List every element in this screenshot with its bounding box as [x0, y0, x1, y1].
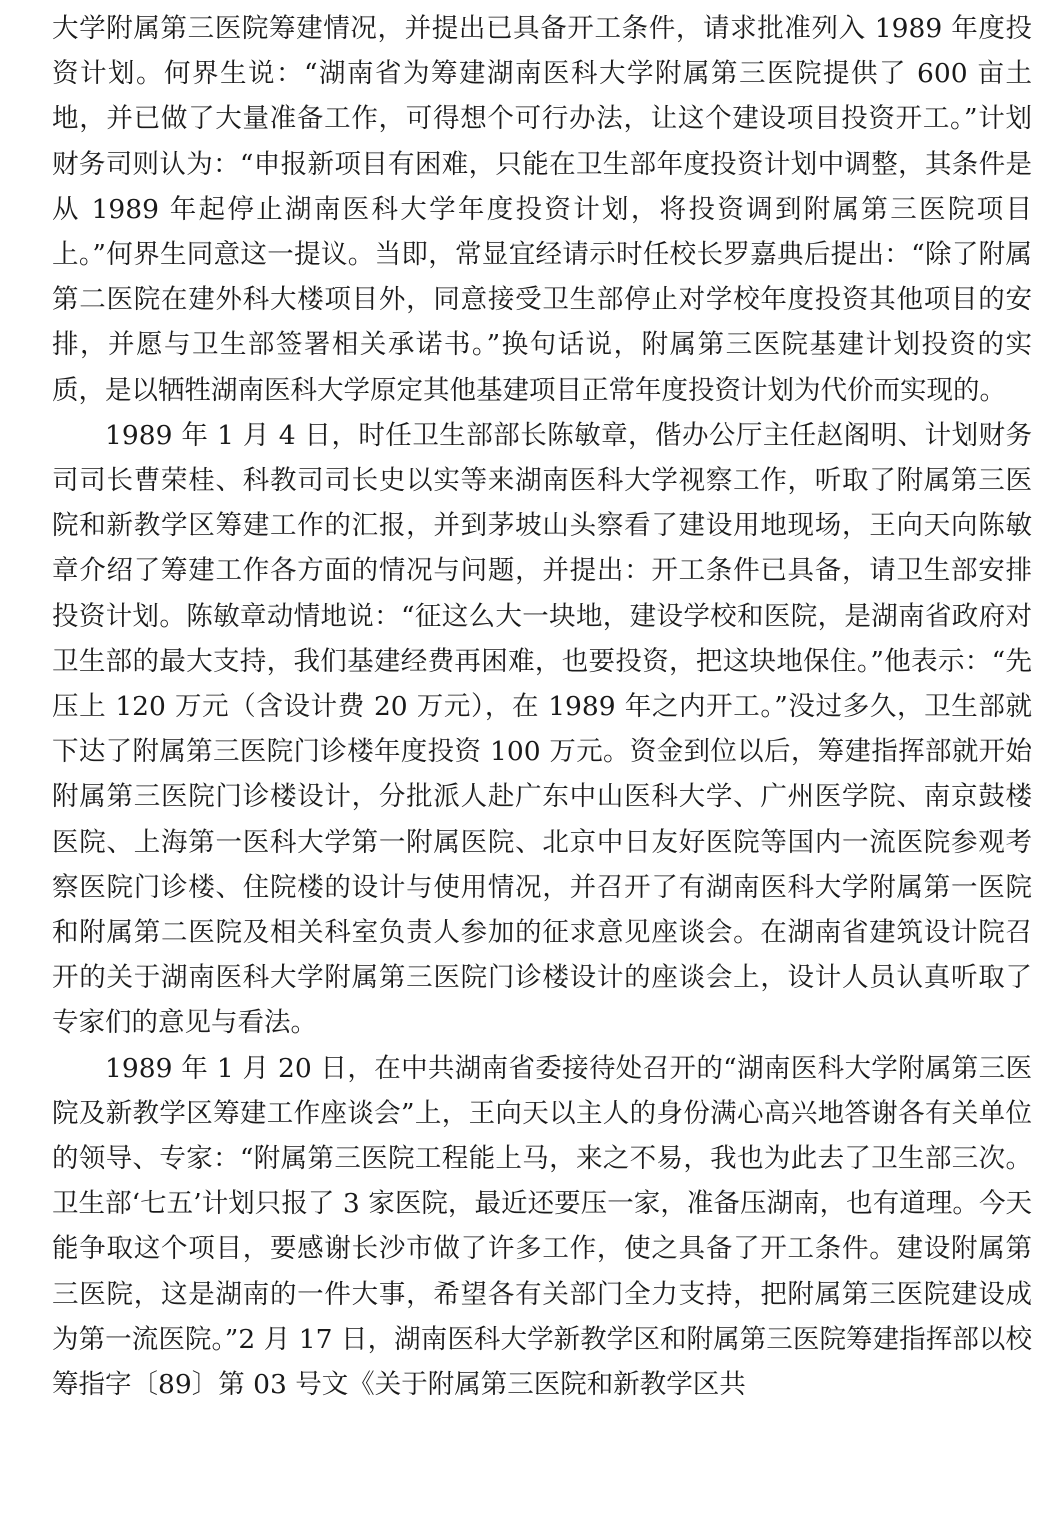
document-page [52, 6, 1032, 1407]
paragraph-3: 1989 年 1 月 20 日，在中共湖南省委接待处召开的“湖南医科大学附属第三医院及新教学区筹建工作座谈会”上，王向天以主人的身份满心高兴地答谢各有关单位的领导、专家：“附属第三医院工程能上马，来之不易，我也为此去了卫生部三次。卫生部‘七五’计划只报了 3 家医院，最近还要压一家，准备压湖南，也有道理。今天能争取这个项目，要感谢长沙市做了许多工作，使之具备了开工条件。建设附属第三医院，这是湖南的一件大事，希望各有关部门全力支持，把附属第三医院建设成为第一流医院。”2 月 17 日，湖南医科大学新教学区和附属第三医院筹建指挥部以校筹指字〔89〕第 03 号文《关于附属第三医院和新教学区共 [52, 1052, 1032, 1401]
paragraph-2: 1989 年 1 月 4 日，时任卫生部部长陈敏章，偕办公厅主任赵阁明、计划财务司司长曹荣桂、科教司司长史以实等来湖南医科大学视察工作，听取了附属第三医院和新教学区筹建工作的汇报，并到茅坡山头察看了建设用地现场，王向天向陈敏章介绍了筹建工作各方面的情况与问题，并提出：开工条件已具备，请卫生部安排投资计划。陈敏章动情地说：“征这么大一块地，建设学校和医院，是湖南省政府对卫生部的最大支持，我们基建经费再困难，也要投资，把这块地保住。”他表示：“先压上 120 万元（含设计费 20 万元），在 1989 年之内开工。”没过多久，卫生部就下达了附属第三医院门诊楼年度投资 100 万元。资金到位以后，筹建指挥部就开始附属第三医院门诊楼设计，分批派人赴广东中山医科大学、广州医学院、南京鼓楼医院、上海第一医科大学第一附属医院、北京中日友好医院等国内一流医院参观考察医院门诊楼、住院楼的设计与使用情况，并召开了有湖南医科大学附属第一医院和附属第二医院及相关科室负责人参加的征求意见座谈会。在湖南省建筑设计院召开的关于湖南医科大学附属第三医院门诊楼设计的座谈会上，设计人员认真听取了专家们的意见与看法。 [52, 419, 1032, 1039]
paragraph-1: 大学附属第三医院筹建情况，并提出已具备开工条件，请求批准列入 1989 年度投资计划。何界生说：“湖南省为筹建湖南医科大学附属第三医院提供了 600 亩土地，并已做了大量准备工作，可得想个可行办法，让这个建设项目投资开工。”计划财务司则认为：“申报新项目有困难，只能在卫生部年度投资计划中调整，其条件是从 1989 年起停止湖南医科大学年度投资计划，将投资调到附属第三医院项目上。”何界生同意这一提议。当即，常显宜经请示时任校长罗嘉典后提出：“除了附属第二医院在建外科大楼项目外，同意接受卫生部停止对学校年度投资其他项目的安排，并愿与卫生部签署相关承诺书。”换句话说，附属第三医院基建计划投资的实质，是以牺牲湖南医科大学原定其他基建项目正常年度投资计划为代价而实现的。 [52, 13, 1032, 406]
